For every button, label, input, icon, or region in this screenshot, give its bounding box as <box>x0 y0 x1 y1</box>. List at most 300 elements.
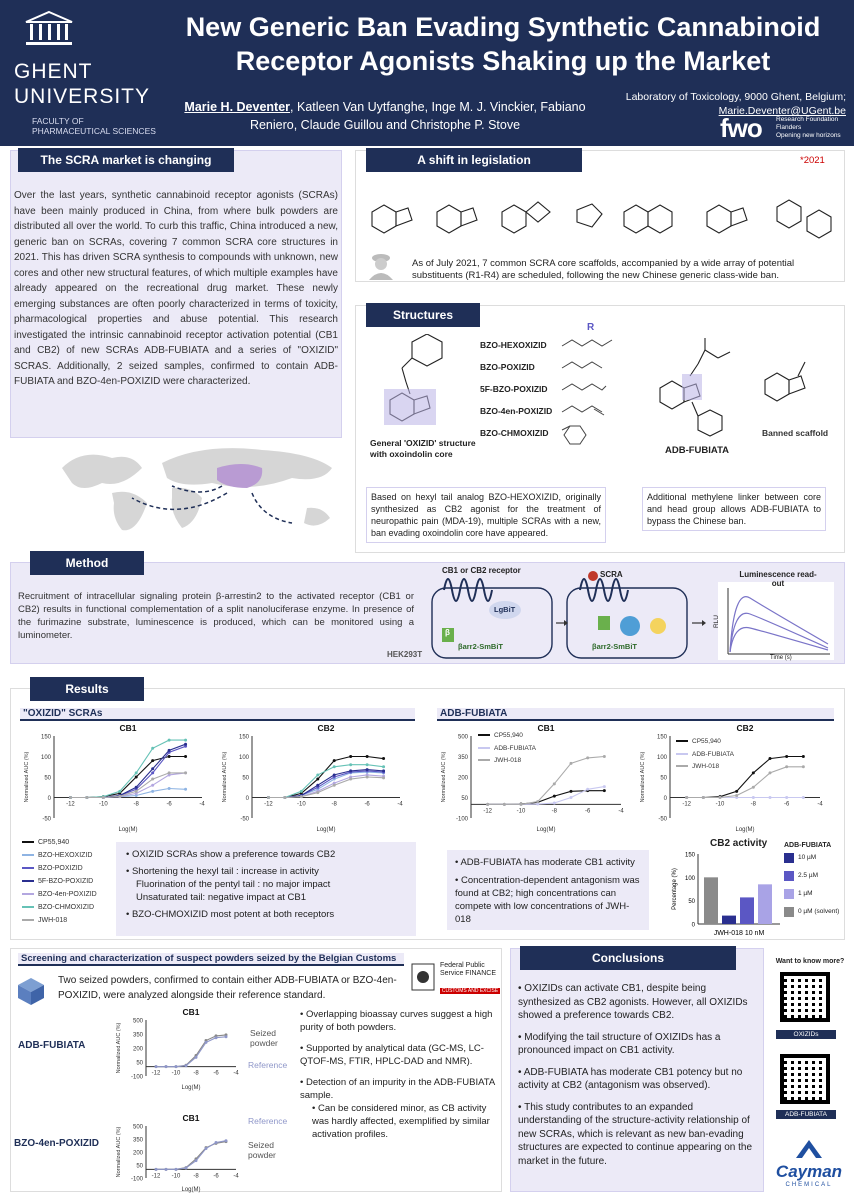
adb-legend-cb1 <box>478 730 548 768</box>
y-tick-label: 100 <box>40 755 51 761</box>
data-point <box>603 755 606 758</box>
y-tick-label: 50 <box>44 775 51 782</box>
y-tick-label: -100 <box>130 1074 143 1081</box>
bar-legend-swatch <box>784 889 794 899</box>
data-point <box>165 1168 168 1171</box>
box-icon <box>16 976 46 1006</box>
y-axis-label: Normalized AUC (%) <box>116 1022 122 1074</box>
data-point <box>151 759 154 762</box>
banned-scaffold-structure <box>760 350 840 420</box>
data-point <box>333 765 336 768</box>
data-point <box>785 755 788 758</box>
legend-entry <box>478 755 548 768</box>
legislation-year: *2021 <box>800 155 825 166</box>
presenter: Marie H. Deventer <box>184 100 291 114</box>
y-tick-label: 100 <box>656 755 667 761</box>
lum-label: Luminescence read-out <box>739 570 817 588</box>
data-point <box>225 1139 228 1142</box>
x-tick-label: -6 <box>166 801 172 808</box>
qr-code-oxizids[interactable] <box>780 972 830 1022</box>
banned-scaffold-label: Banned scaffold <box>762 428 829 438</box>
legend-label: JWH-018 <box>38 917 68 924</box>
legend-entry <box>22 836 112 849</box>
x-tick-label: -12 <box>682 801 692 808</box>
fps-text: Federal Public Service FINANCE <box>440 962 497 977</box>
x-tick-label: -4 <box>397 801 403 808</box>
legend-entry <box>676 736 746 749</box>
authors <box>160 98 610 134</box>
data-point <box>151 767 154 770</box>
beta-label: β <box>445 628 450 637</box>
x-tick-label: -12 <box>151 1070 161 1077</box>
y-tick-label: 350 <box>132 1137 143 1144</box>
lab-line: Laboratory of Toxicology, 9000 Ghent, Belgium; <box>625 91 846 103</box>
series-line <box>70 789 185 798</box>
bar-legend-swatch <box>784 853 794 863</box>
data-point <box>151 778 154 781</box>
legend-entry <box>22 862 112 875</box>
data-point <box>151 771 154 774</box>
y-tick-label: 100 <box>238 755 249 761</box>
y-tick-label: 150 <box>684 852 695 859</box>
y-tick-label: 150 <box>238 734 249 741</box>
rlu-label: RLU <box>713 614 721 629</box>
smbit-label-2: βarr2-SmBiT <box>592 642 638 651</box>
series-line <box>156 1141 226 1170</box>
data-point <box>486 803 489 806</box>
data-point <box>785 765 788 768</box>
x-tick-label: -12 <box>66 801 75 808</box>
legend-label: 5F-BZO-POXIZID <box>38 878 94 885</box>
data-point <box>520 803 523 806</box>
data-point <box>349 778 352 781</box>
y-tick-label: 0 <box>663 796 667 802</box>
legend-entry <box>22 849 112 862</box>
data-point <box>135 790 138 793</box>
data-point <box>366 768 369 771</box>
y-tick-label: 0 <box>47 796 51 802</box>
data-point <box>752 786 755 789</box>
data-point <box>225 1035 228 1038</box>
data-point <box>553 782 556 785</box>
x-tick-label: -4 <box>817 801 823 808</box>
data-point <box>316 784 319 787</box>
conclusion-4: • This study contributes to an expanded understanding of the structure-activity relationship of new SCRAs, which is relevant as new ban-evading structures are expected to continue appearing on the market in the future. <box>518 1101 753 1167</box>
oxizid-finding-2: • Shortening the hexyl tail : increase in activity <box>126 866 319 877</box>
data-point <box>316 773 319 776</box>
chart-seized-bzo <box>112 1112 242 1194</box>
data-point <box>151 790 154 793</box>
legend-swatch <box>676 765 688 767</box>
y-axis-label: Normalized AUC (%) <box>24 751 30 803</box>
qr-label-adb[interactable]: ADB-FUBIATA <box>776 1110 836 1119</box>
x-tick-label: -4 <box>618 808 624 815</box>
data-point <box>168 787 171 790</box>
poster-title: New Generic Ban Evading Synthetic Cannabinoid Receptor Agonists Shaking up the Market <box>185 12 821 76</box>
y-tick-label: 50 <box>242 775 249 782</box>
chart-cb2-activity <box>668 848 784 938</box>
bar <box>758 884 772 924</box>
y-axis-label: Normalized AUC (%) <box>116 1126 122 1178</box>
data-point <box>267 796 270 799</box>
data-point <box>769 771 772 774</box>
legend-entry <box>478 743 548 756</box>
y-tick-label: 150 <box>656 734 667 741</box>
bar-legend-label: 0 µM (solvent) <box>798 908 840 915</box>
data-point <box>168 739 171 742</box>
chart-title: CB1 <box>182 1007 200 1017</box>
chart-oxizid-cb1 <box>20 722 208 834</box>
structures-note-right: Additional methylene linker between core and head group allows ADB-FUBIATA to bypass the Chinese ban. <box>642 487 826 531</box>
world-map <box>52 438 352 538</box>
data-point <box>102 796 105 799</box>
seized-label-1: Seized powder <box>250 1028 278 1048</box>
seized-title: Screening and characterization of suspect powders seized by the Belgian Customs <box>18 953 404 966</box>
want-to-know-more: Want to know more? <box>775 958 845 965</box>
data-point <box>349 763 352 766</box>
data-point <box>752 771 755 774</box>
fps-logo <box>410 962 500 1002</box>
receptor-label: CB1 or CB2 receptor <box>442 566 521 575</box>
data-point <box>168 771 171 774</box>
y-tick-label: -50 <box>240 816 249 823</box>
oxizid-finding-5: • BZO-CHMOXIZID most potent at both receptors <box>126 909 335 920</box>
data-point <box>300 795 303 798</box>
bar-legend-title: ADB-FUBIATA <box>784 842 832 849</box>
x-tick-label: -8 <box>193 1173 199 1180</box>
fwo-word: fwo <box>720 113 762 143</box>
seized-label-2: Seized powder <box>248 1140 276 1160</box>
y-tick-label: 200 <box>132 1150 143 1157</box>
legend-swatch <box>22 906 34 908</box>
x-tick-label: -10 <box>296 801 306 808</box>
series-line <box>156 1142 226 1170</box>
x-tick-label: -4 <box>233 1070 239 1077</box>
adb-subtitle: ADB-FUBIATA <box>437 708 834 721</box>
data-point <box>802 755 805 758</box>
y-tick-label: 0 <box>245 796 249 802</box>
cayman-logo <box>770 1138 848 1192</box>
conclusion-2: • Modifying the tail structure of OXIZIDs has a pronounced impact on CB1 activity. <box>518 1031 721 1056</box>
y-tick-label: 200 <box>457 775 468 782</box>
assay-diagram <box>430 568 840 662</box>
chart-seized-adb <box>112 1006 242 1092</box>
x-tick-label: -8 <box>133 801 139 808</box>
cell-line: HEK293T <box>387 650 423 659</box>
oxizid-legend <box>22 836 112 927</box>
y-tick-label: 50 <box>136 1060 143 1067</box>
faculty-name: FACULTY OF PHARMACEUTICAL SCIENCES <box>32 116 156 136</box>
chart-title: CB1 <box>119 723 137 733</box>
data-point <box>155 1168 158 1171</box>
x-tick-label: -10 <box>171 1173 181 1180</box>
y-tick-label: 350 <box>132 1032 143 1039</box>
x-axis-label: Log(M) <box>316 827 336 833</box>
legend-label: BZO-POXIZID <box>38 865 83 872</box>
legend-swatch <box>22 880 34 882</box>
legend-label: ADB-FUBIATA <box>692 750 735 758</box>
data-point <box>205 1147 208 1150</box>
data-point <box>175 1065 178 1068</box>
time-label: Time (s) <box>770 655 792 661</box>
x-tick-label: -12 <box>151 1173 161 1180</box>
x-axis-label: Log(M) <box>536 827 556 833</box>
seized-finding-1: • Overlapping bioassay curves suggest a high purity of both powders. <box>300 1009 493 1033</box>
bar-legend-entry <box>784 871 844 881</box>
x-axis-label: JWH-018 10 nM <box>713 930 765 937</box>
data-point <box>283 796 286 799</box>
x-axis-label: Log(M) <box>118 827 138 833</box>
legend-label: BZO-HEXOXIZID <box>38 852 93 859</box>
y-axis-label: Normalized AUC (%) <box>441 751 447 803</box>
data-point <box>85 796 88 799</box>
officer-icon <box>366 252 396 280</box>
data-point <box>205 1041 208 1044</box>
cb2-activity-title: CB2 activity <box>710 838 768 849</box>
coauthors: , Katleen Van Uytfanghe, Inge M. J. Vinckier, Fabiano Reniero, Claude Guillou and Christophe P. Stove <box>249 100 586 132</box>
x-tick-label: -6 <box>584 808 591 815</box>
data-point <box>719 796 722 799</box>
legend-swatch <box>22 867 34 869</box>
adb-findings <box>447 850 649 930</box>
legend-entry <box>22 888 112 901</box>
bar-legend-entry <box>784 889 844 899</box>
oxizid-general-structure <box>372 334 482 440</box>
data-point <box>151 747 154 750</box>
oxizid-finding-4: Unsaturated tail: negative impact at CB1 <box>136 892 307 903</box>
legislation-title: A shift in legislation <box>366 148 582 172</box>
fwo-logo <box>720 114 846 142</box>
oxizid-finding-1: • OXIZID SCRAs show a preference towards CB2 <box>126 849 336 860</box>
bar-legend-label: 2.5 µM <box>798 872 819 879</box>
chart-svg <box>112 1112 242 1194</box>
legend-label: CP55,940 <box>38 839 70 846</box>
adb-legend-cb2 <box>676 736 746 774</box>
data-point <box>785 796 788 799</box>
data-point <box>570 790 573 793</box>
email-link[interactable]: Marie.Deventer@UGent.be <box>718 105 846 117</box>
ugent-name-2: UNIVERSITY <box>14 85 151 108</box>
customs-text: CUSTOMS AND EXCISE <box>441 988 499 994</box>
r-label: R <box>587 322 595 333</box>
data-point <box>586 788 589 791</box>
data-point <box>702 796 705 799</box>
x-tick-label: -8 <box>193 1070 199 1077</box>
legend-swatch <box>676 753 688 755</box>
fwo-sub: Research Foundation Flanders Opening new horizons <box>776 116 841 139</box>
data-point <box>382 769 385 772</box>
y-tick-label: 50 <box>461 796 468 802</box>
data-point <box>185 1167 188 1170</box>
chart-svg <box>218 722 406 834</box>
x-tick-label: -12 <box>483 808 493 815</box>
cb2-activity-legend <box>784 842 844 925</box>
data-point <box>155 1065 158 1068</box>
cayman-name: Cayman <box>775 1162 843 1181</box>
data-point <box>603 785 606 788</box>
data-point <box>503 803 506 806</box>
legend-label: JWH-018 <box>692 763 720 770</box>
chart-svg <box>668 848 784 938</box>
legend-entry <box>676 761 746 774</box>
data-point <box>349 755 352 758</box>
data-point <box>118 790 121 793</box>
seized-text: Two seized powders, confirmed to contain either ADB-FUBIATA or BZO-4en-POXIZID, were analyzed alongside their reference standard. <box>58 975 397 1001</box>
results-title: Results <box>30 677 144 701</box>
data-point <box>195 1056 198 1059</box>
data-point <box>333 773 336 776</box>
legend-swatch <box>478 759 490 761</box>
data-point <box>752 796 755 799</box>
conclusions-list <box>518 982 758 1168</box>
x-tick-label: -6 <box>213 1070 219 1077</box>
x-tick-label: -8 <box>551 808 558 815</box>
bar <box>740 897 754 924</box>
chart-title: CB1 <box>537 723 555 733</box>
bar-legend-entry <box>784 853 844 863</box>
data-point <box>536 800 539 803</box>
ugent-name-1: GHENT <box>14 60 93 83</box>
tail-structures <box>560 334 640 454</box>
y-axis-label: Normalized AUC (%) <box>222 751 228 803</box>
legend-label: CP55,940 <box>494 732 523 739</box>
adb-finding-2: • Concentration-dependent antagonism was found at CB2; high concentrations can compete with low concentrations of JWH-018 <box>455 875 640 925</box>
legend-swatch <box>22 841 34 843</box>
y-axis-label: Percentage (%) <box>672 868 678 910</box>
compound-1: BZO-HEXOXIZID <box>480 340 547 350</box>
bar-legend-swatch <box>784 871 794 881</box>
legend-swatch <box>22 854 34 856</box>
compound-3: 5F-BZO-POXIZID <box>480 384 548 394</box>
x-tick-label: -4 <box>199 801 205 808</box>
y-tick-label: 0 <box>691 922 695 929</box>
x-tick-label: -12 <box>264 801 273 808</box>
x-tick-label: -6 <box>783 801 790 808</box>
data-point <box>802 765 805 768</box>
x-tick-label: -10 <box>98 801 108 808</box>
y-axis-label: Normalized AUC (%) <box>640 751 646 803</box>
data-point <box>195 1159 198 1162</box>
series-line <box>156 1037 226 1067</box>
data-point <box>165 1065 168 1068</box>
y-tick-label: -100 <box>455 816 468 823</box>
y-tick-label: 50 <box>660 775 667 782</box>
seized-finding-2: • Supported by analytical data (GC-MS, LC-QTOF-MS, FTIR, HPLC-DAD and NMR). <box>300 1043 484 1067</box>
chart-svg <box>112 1006 242 1092</box>
data-point <box>69 796 72 799</box>
compound-5: BZO-CHMOXIZID <box>480 428 549 438</box>
data-point <box>333 784 336 787</box>
data-point <box>366 755 369 758</box>
y-tick-label: 50 <box>136 1163 143 1170</box>
bar <box>722 916 736 924</box>
y-tick-label: 350 <box>457 755 468 761</box>
legend-swatch <box>22 919 34 921</box>
data-point <box>184 788 187 791</box>
ref-label-1: Reference <box>248 1060 288 1070</box>
compound-4: BZO-4en-POXIZID <box>480 406 553 416</box>
legend-entry <box>22 914 112 927</box>
banned-scaffolds <box>362 172 842 250</box>
data-point <box>769 757 772 760</box>
data-point <box>333 759 336 762</box>
chart-title: CB1 <box>182 1113 200 1123</box>
data-point <box>151 784 154 787</box>
compound-2: BZO-POXIZID <box>480 362 535 372</box>
data-point <box>366 763 369 766</box>
chart-title: CB2 <box>736 723 754 733</box>
data-point <box>215 1141 218 1144</box>
data-point <box>586 756 589 759</box>
y-tick-label: -100 <box>130 1176 143 1183</box>
adb-fubiata-label: ADB-FUBIATA <box>665 445 730 456</box>
legend-label: ADB-FUBIATA <box>494 744 537 752</box>
data-point <box>168 755 171 758</box>
y-tick-label: 200 <box>132 1046 143 1053</box>
data-point <box>184 771 187 774</box>
legend-swatch <box>22 893 34 895</box>
seized-findings <box>300 1008 500 1141</box>
data-point <box>184 739 187 742</box>
data-point <box>184 755 187 758</box>
data-point <box>215 1036 218 1039</box>
qr-label-oxizids[interactable]: OXIZIDs <box>776 1030 836 1039</box>
y-tick-label: 500 <box>132 1018 143 1025</box>
legend-swatch <box>676 740 688 742</box>
seized-finding-4: • Can be considered minor, as CB activity was hardly affected, exemplified by similar activation profiles. <box>312 1103 490 1140</box>
legislation-text: As of July 2021, 7 common SCRA core scaffolds, accompanied by a wide array of potential substituents (R1-R4) are scheduled, following the new Chinese generic class-wide ban. <box>412 258 795 281</box>
data-point <box>685 796 688 799</box>
data-point <box>802 796 805 799</box>
legend-swatch <box>478 747 490 749</box>
y-tick-label: 100 <box>684 875 695 882</box>
data-point <box>735 794 738 797</box>
x-tick-label: -10 <box>171 1070 181 1077</box>
x-tick-label: -6 <box>213 1173 219 1180</box>
data-point <box>570 762 573 765</box>
series-line <box>268 775 383 798</box>
conclusion-1: • OXIZIDs can activate CB1, despite being synthesized as CB2 agonists. However, all OXIZIDs showed a preference towards CB2. <box>518 983 748 1021</box>
poster-header <box>0 0 854 146</box>
data-point <box>382 776 385 779</box>
method-text: Recruitment of intracellular signaling protein β-arrestin2 to the activated receptor (CB1 or CB2) results in functional complementation of a split nanoluciferase enzyme. In presence of the furimazine substrate, luminescence is produced, which can be monitored using a luminometer. <box>18 591 414 641</box>
legend-label: BZO-CHMOXIZID <box>38 904 94 911</box>
university-logo <box>14 10 154 136</box>
smbit-label: βarr2-SmBiT <box>458 642 504 651</box>
adb-finding-1: • ADB-FUBIATA has moderate CB1 activity <box>455 857 635 868</box>
data-point <box>553 795 556 798</box>
y-tick-label: 500 <box>457 734 468 741</box>
market-text: Over the last years, synthetic cannabinoid receptor agonists (SCRAs) have been mainly produced in China, from where bulk powders are distributed all over the world. To curb this traffic, China introduced a new, generic ban on SCRAs, covering 7 common SCRA core structures in 2021. This has driven SCRA synthesis to compounds with unknown, new cores and other new structural features, of which multiple examples have already appeared on the recreational drug market. These newly emerging substances are often poorly characterized in terms of toxicity, pharmacological properties and abuse potential. This research investigated the intrinsic cannabinoid receptor activation potential (CB1 and CB2) of new SCRAs ADB-FUBIATA and a series of "OXIZID" SCRAS. Additionally, 2 seized samples, confirmed to contain ADB-FUBIATA and BZO-4en-POXIZID were characterized. <box>14 190 338 387</box>
data-point <box>184 743 187 746</box>
x-tick-label: -8 <box>750 801 757 808</box>
conclusion-3: • ADB-FUBIATA has moderate CB1 potency but no activity at CB2 (antagonism was observed). <box>518 1066 743 1091</box>
oxizid-subtitle: "OXIZID" SCRAs <box>20 708 415 721</box>
x-axis-label: Log(M) <box>735 827 755 833</box>
seized-row-1: ADB-FUBIATA <box>18 1040 86 1051</box>
data-point <box>366 776 369 779</box>
bar <box>704 877 718 924</box>
data-point <box>603 789 606 792</box>
bar-legend-label: 10 µM <box>798 854 817 861</box>
general-structure-caption: General 'OXIZID' structure with oxoindolin core <box>370 438 476 459</box>
structures-title: Structures <box>366 303 480 327</box>
legend-entry <box>22 875 112 888</box>
qr-code-adb[interactable] <box>780 1054 830 1104</box>
bar-legend-label: 1 µM <box>798 890 813 897</box>
legend-label: CP55,940 <box>692 738 721 745</box>
method-title: Method <box>30 551 144 575</box>
